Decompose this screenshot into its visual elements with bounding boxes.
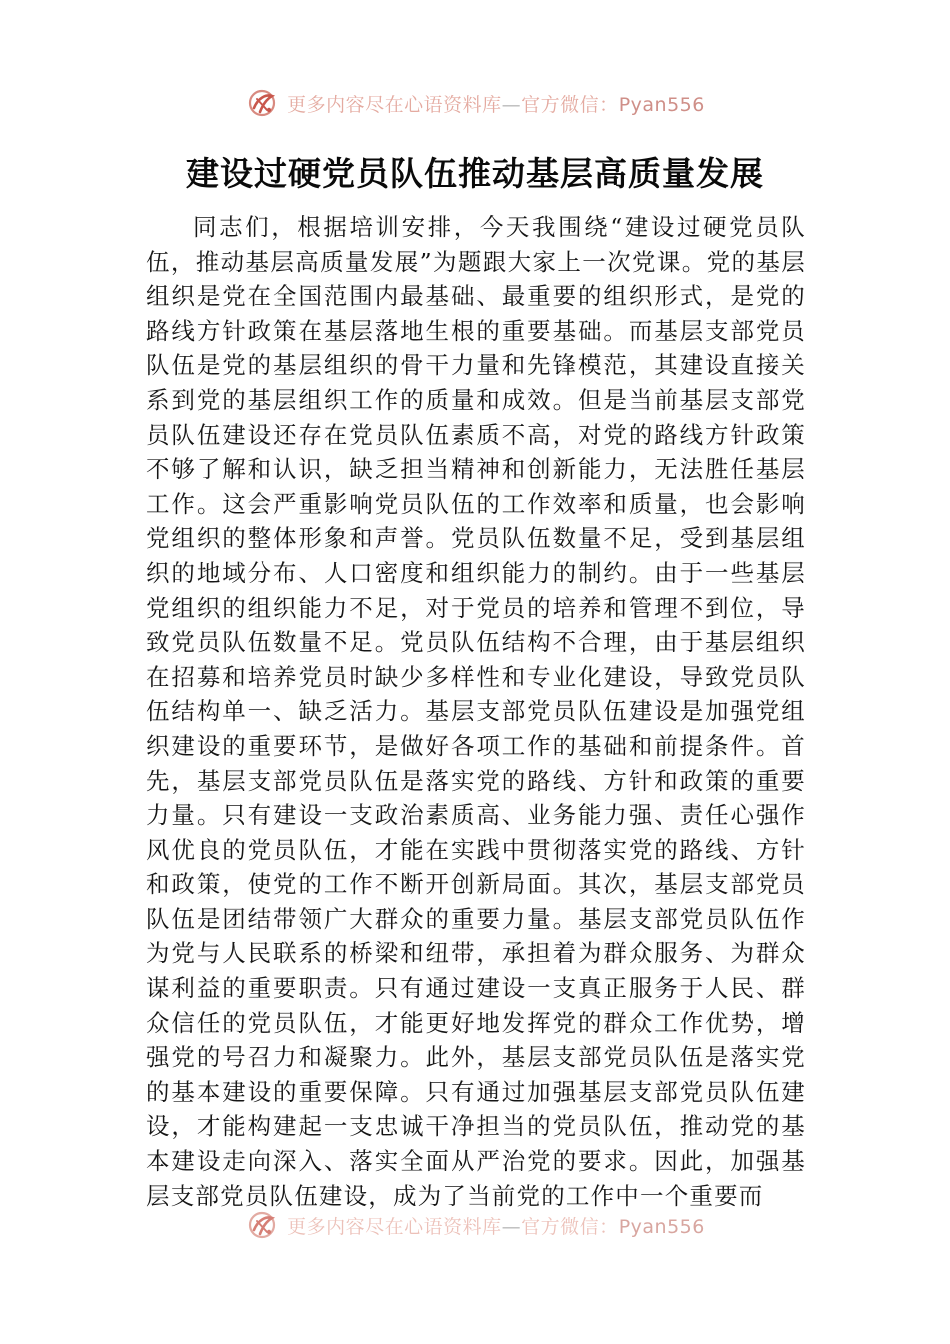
watermark-text (287, 1212, 705, 1239)
watermark-wechat-id: Pyan556 (618, 93, 705, 116)
watermark-wechat-label: 官方微信： (521, 93, 619, 116)
watermark-text (287, 90, 705, 117)
watermark-wechat-label: 官方微信： (521, 1215, 619, 1238)
document-body: 同志们，根据培训安排，今天我围绕“建设过硬党员队伍，推动基层高质量发展”为题跟大家上一次党课。党的基层组织是党在全国范围内最基础、最重要的组织形式，是党的路线方针政策在基层落地生根的重要基础。而基层支部党员队伍是党的基层组织的骨干力量和先锋模范，其建设直接关系到党的基层组织工作的质量和成效。但是当前基层支部党员队伍建设还存在党员队伍素质不高，对党的路线方针政策不够了解和认识，缺乏担当精神和创新能力，无法胜任基层工作。这会严重影响党员队伍的工作效率和质量，也会影响党组织的整体形象和声誉。党员队伍数量不足，受到基层组织的地域分布、人口密度和组织能力的制约。由于一些基层党组织的组织能力不足，对于党员的培养和管理不到位，导致党员队伍数量不足。党员队伍结构不合理，由于基层组织在招募和培养党员时缺少多样性和专业化建设，导致党员队伍结构单一、缺乏活力。基层支部党员队伍建设是加强党组织建设的重要环节，是做好各项工作的基础和前提条件。首先，基层支部党员队伍是落实党的路线、方针和政策的重要力量。只有建设一支政治素质高、业务能力强、责任心强作风优良的党员队伍，才能在实践中贯彻落实党的路线、方针和政策，使党的工作不断开创新局面。其次，基层支部党员队伍是团结带领广大群众的重要力量。基层支部党员队伍作为党与人民联系的桥梁和纽带，承担着为群众服务、为群众谋利益的重要职责。只有通过建设一支真正服务于人民、群众信任的党员队伍，才能更好地发挥党的群众工作优势，增强党的号召力和凝聚力。此外，基层支部党员队伍是落实党的基本建设的重要保障。只有通过加强基层支部党员队伍建设，才能构建起一支忠诚干净担当的党员队伍，推动党的基本建设走向深入、落实全面从严治党的要求。因此，加强基层支部党员队伍建设，成为了当前党的工作中一个重要而 (146, 213, 806, 1210)
document-title: 建设过硬党员队伍推动基层高质量发展 (186, 154, 764, 193)
watermark-separator: — (501, 93, 522, 116)
calligraphy-seal-icon (245, 1208, 279, 1242)
footer-watermark (0, 1205, 950, 1245)
calligraphy-seal-icon (245, 86, 279, 120)
header-watermark (0, 83, 950, 123)
watermark-separator: — (501, 1215, 522, 1238)
watermark-wechat-id: Pyan556 (618, 1215, 705, 1238)
watermark-library-name: 更多内容尽在心语资料库 (287, 93, 502, 116)
watermark-library-name: 更多内容尽在心语资料库 (287, 1215, 502, 1238)
